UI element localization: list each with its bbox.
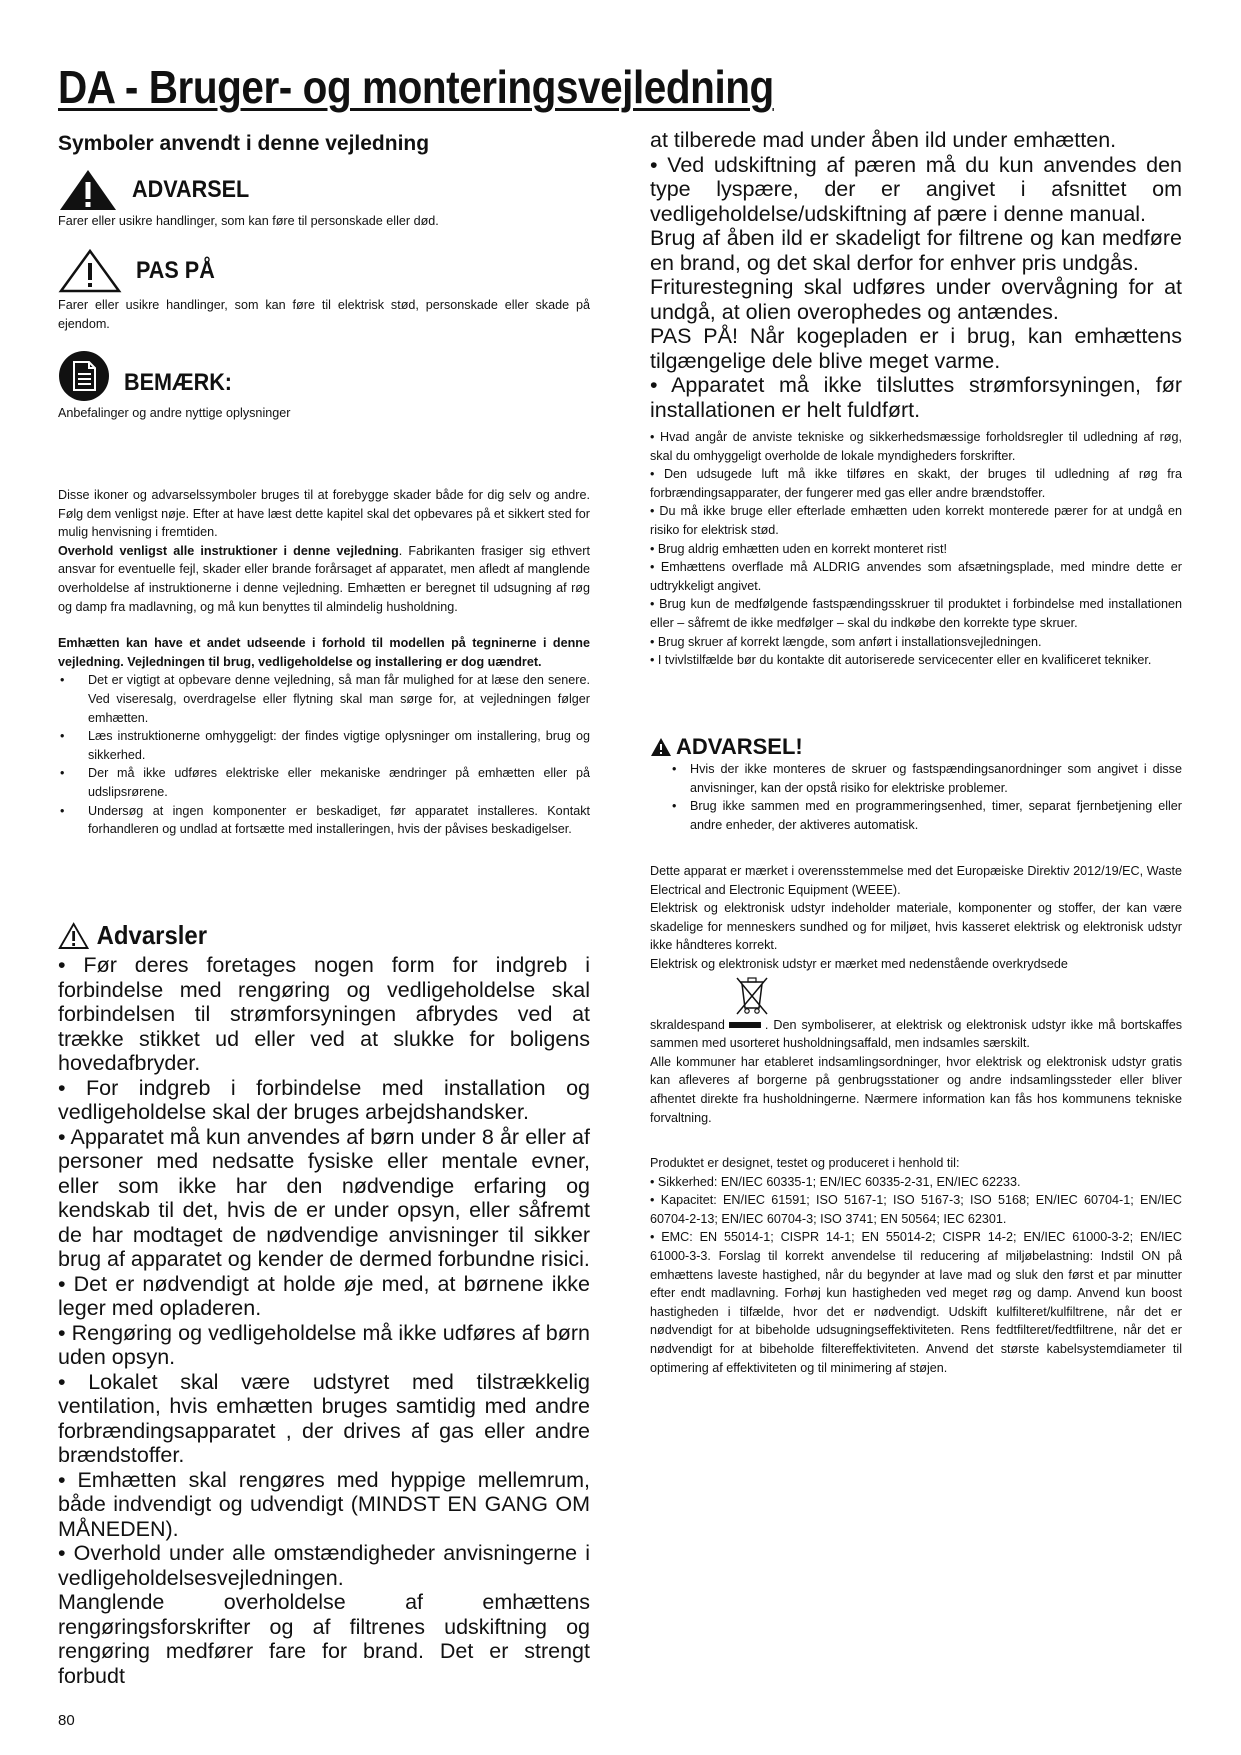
- advarsler-heading: [58, 920, 547, 951]
- weee-paragraph-2: Elektrisk og elektronisk udstyr indeholder materiale, komponenter og stoffer, der kan være skadelige for menneskers sundhed og for miljøet, hvis kasseret elektrisk og elektronisk udstyr ikke håndteres korrekt.: [650, 901, 1182, 953]
- intro-bullet: • Det er vigtigt at opbevare denne vejledning, så man får mulighed for at læse den senere. Ved viseresalg, overdragelse eller flytning skal man sørge for, at vejledningen følger emhætten.: [58, 671, 590, 727]
- advarsel-symbol: [58, 168, 590, 231]
- page-title: DA - Bruger- og monteringsvejledning: [58, 61, 774, 113]
- standards-paragraph-2: • Sikkerhed: EN/IEC 60335-1; EN/IEC 60335-2-31, EN/IEC 62233.: [650, 1174, 1021, 1189]
- right-big-paragraph: • Ved udskiftning af pæren må du kun anvendes den type lyspære, der er angivet i afsnittet om vedligeholdelse/udskiftning af pære i denne manual.: [650, 152, 1182, 226]
- advarsler-paragraph: • Emhætten skal rengøres med hyppige mellemrum, både indvendigt og udvendigt (MINDST EN GANG OM MÅNEDEN).: [58, 1467, 590, 1541]
- advarsel2-heading-text: ADVARSEL!: [676, 734, 803, 759]
- intro-bullet: • Undersøg at ingen komponenter er beskadiget, før apparatet installeres. Kontakt forhandleren og undlad at fortsætte med installeringen, hvis der påvises beskadigelser.: [58, 802, 590, 839]
- intro-paragraph-3: Emhætten kan have et andet udseende i forhold til modellen på tegninerne i denne vejledning. Vejledningen til brug, vedligeholdelse og installering er dog uændret.: [58, 636, 590, 669]
- advarsel2-bullet-list: [650, 760, 1182, 834]
- right-big-paragraph: at tilberede mad under åben ild under emhætten.: [650, 128, 1117, 152]
- paspaa-label: PAS PÅ: [136, 257, 215, 284]
- advarsler-paragraph: • Apparatet må kun anvendes af børn under 8 år eller af personer med nedsatte fysiske eller mentale evner, eller som ikke har den nødvendige erfaring og kendskab til det, hvis de er under opsyn, eller såfremt de har modtaget de nødvendige anvisninger til sikker brug af apparatet og kender de dermed forbundne risici.: [58, 1124, 590, 1271]
- advarsler-section: [58, 920, 590, 1688]
- right-small-notes: [650, 428, 1182, 670]
- intro-paragraph-2: [58, 542, 590, 616]
- advarsel-desc: Farer eller usikre handlinger, som kan føre til personskade eller død.: [58, 214, 439, 228]
- advarsler-paragraph: • Rengøring og vedligeholdelse må ikke udføres af børn uden opsyn.: [58, 1320, 590, 1369]
- intro-bullet: • Læs instruktionerne omhyggeligt: der findes vigtige oplysninger om installering, brug og sikkerhed.: [58, 727, 590, 764]
- standards-paragraph-3: • Kapacitet: EN/IEC 61591; ISO 5167-1; ISO 5167-3; ISO 5168; EN/IEC 60704-1; EN/IEC 60704-2-13; EN/IEC 60704-3; ISO 3741; EN 50564; IEC 62301.: [650, 1193, 1182, 1226]
- advarsel2-bullet: • Hvis der ikke monteres de skruer og fastspændingsanordninger som angivet i disse anvisninger, kan der opstå risiko for elektriske problemer.: [660, 760, 1182, 797]
- right-small-paragraph: • Den udsugede luft må ikke tilføres en skakt, der bruges til udledning af røg fra forbrændingsapparater, der fungerer med gas eller andre brændstoffer.: [650, 467, 1182, 500]
- crossed-out-bin-underline-bar: [729, 1022, 761, 1028]
- advarsler-heading-text: Advarsler: [96, 920, 208, 950]
- weee-paragraph-4a: skraldespand: [650, 1017, 725, 1032]
- weee-paragraph-3: Elektrisk og elektronisk udstyr er mærket med nedenstående overkrydsede: [650, 956, 1068, 971]
- symbols-heading: Symboler anvendt i denne vejledning: [58, 132, 430, 155]
- right-big-paragraph: Friturestegning skal udføres under overvågning for at undgå, at olien overophedes og antændes.: [650, 275, 1182, 324]
- right-small-paragraph: • I tvivlstilfælde bør du kontakte dit autoriserede servicecenter eller en kvalificeret tekniker.: [650, 653, 1152, 668]
- advarsler-paragraph: • Lokalet skal være udstyret med tilstrækkelig ventilation, hvis emhætten bruges samtidig med andre forbrændingsapparatet , der drives af gas eller andre brændstoffer.: [58, 1369, 590, 1467]
- intro-paragraph-2-rest: . Fabrikanten frasiger sig ethvert ansvar for eventuelle fejl, skader eller brande forårsaget af apparatet, men afledt af manglende overholdelse af instruktionerne i denne vejledning. Emhætten er beregnet til udsugning af røg og damp fra madlavning, og må kun benyttes til almindelig husholdning.: [58, 543, 591, 614]
- page-number: 80: [58, 1712, 75, 1729]
- warning-filled-icon: [58, 168, 118, 212]
- warning-outline-icon: [58, 248, 122, 294]
- intro-text: [58, 486, 590, 839]
- advarsler-paragraph: • Før deres foretages nogen form for indgreb i forbindelse med rengøring og vedligeholdelse skal forbindelsen til strømforsyningen afbrydes ved at trække stikket ud eller ved at slukke for boligens hovedafbryder.: [58, 953, 590, 1075]
- paspaa-symbol: [58, 248, 590, 333]
- intro-bullet-list: [58, 671, 590, 838]
- intro-paragraph-1: Disse ikoner og advarselssymboler bruges til at forebygge skader både for dig selv og andre. Følg dem venligst nøje. Efter at have læst dette kapitel skal det opbevares på et sikkert sted for mulig henvisning i fremtiden.: [58, 488, 590, 540]
- weee-paragraph-4: [650, 1016, 1182, 1053]
- right-small-paragraph: • Brug kun de medfølgende fastspændingsskruer til produktet i forbindelse med installationen eller – såfremt de ikke medfølger – skal du indkøbe den korrekte type skruer.: [650, 597, 1182, 630]
- weee-paragraph-1: Dette apparat er mærket i overensstemmelse med det Europæiske Direktiv 2012/19/EC, Waste Electrical and Electronic Equipment (WEEE).: [650, 864, 1182, 897]
- bemaerk-symbol: [58, 350, 590, 423]
- paspaa-desc: Farer eller usikre handlinger, som kan føre til elektrisk stød, personskade eller skade på ejendom.: [58, 298, 590, 331]
- right-small-paragraph: • Brug aldrig emhætten uden en korrekt monteret rist!: [650, 541, 948, 556]
- warning-outline-icon: [58, 922, 89, 950]
- advarsler-paragraph: • For indgreb i forbindelse med installation og vedligeholdelse skal der bruges arbejdshandsker.: [58, 1075, 590, 1124]
- right-small-paragraph: • Hvad angår de anviste tekniske og sikkerhedsmæssige forholdsregler til udledning af røg, skal du omhyggeligt overholde de lokale myndigheders forskrifter.: [650, 430, 1182, 463]
- warning-filled-icon: [650, 737, 672, 757]
- note-document-icon: [58, 350, 110, 402]
- right-small-paragraph: • Emhættens overflade må ALDRIG anvendes som afsætningsplade, med mindre dette er udtrykkeligt angivet.: [650, 560, 1182, 593]
- right-warnings-continued: [650, 128, 1182, 422]
- bemaerk-desc: Anbefalinger og andre nyttige oplysninger: [58, 406, 291, 420]
- weee-section: [650, 862, 1182, 1127]
- advarsel2-heading: [650, 734, 1182, 760]
- crossed-out-bin-icon: [734, 974, 770, 1016]
- advarsler-paragraph: Manglende overholdelse af emhættens rengøringsforskrifter og af filtrenes udskiftning og rengøring medfører fare for brand. Det er strengt forbudt: [58, 1590, 590, 1688]
- weee-paragraph-5: Alle kommuner har etableret indsamlingsordninger, hvor elektrisk og elektronisk udstyr gratis kan afleveres af borgerne på genbrugsstationer og andre indsamlingssteder eller bliver afhentet direkte fra husholdningerne. Nærmere information kan fås hos kommunens tekniske forvaltning.: [650, 1054, 1182, 1125]
- standards-paragraph-4: • EMC: EN 55014-1; CISPR 14-1; EN 55014-2; CISPR 14-2; EN/IEC 61000-3-2; EN/IEC 61000-3-3. Forslag til korrekt anvendelse til reducering af miljøbelastning: Indstil ON på emhættens laveste hastighed, når du begynder at lave mad og sluk den først et par minutter efter endt madlavning. Forhøj kun hastigheden ved meget røg og damp. Anvend kun boost hastigheden i tilfælde, hvor det er nødvendigt. Udskift kulfilteret/kulfiltrene, når det er nødvendigt for at bibeholde udsugningseffektiviteten. Rens fedtfilteret/fedtfiltrene, når det er nødvendigt for at bibeholde filtereffektiviteten. Anvend det største kabelsystemdiameter til optimering af effektiviteten og til minimering af støjen.: [650, 1230, 1182, 1375]
- advarsler-paragraph: • Det er nødvendigt at holde øje med, at børnene ikke leger med opladeren.: [58, 1271, 590, 1320]
- intro-paragraph-2-bold: Overhold venligst alle instruktioner i denne vejledning: [58, 543, 399, 558]
- weee-paragraph-4b: . Den symboliserer, at elektrisk og elektronisk udstyr ikke må bortskaffes sammen med usorteret husholdningsaffald, men indsamles særskilt.: [650, 1017, 1182, 1051]
- advarsel-label: ADVARSEL: [132, 176, 250, 203]
- right-small-paragraph: • Du må ikke bruge eller efterlade emhætten uden korrekt monterede pærer for at undgå en risiko for elektrisk stød.: [650, 504, 1182, 537]
- standards-paragraph-1: Produktet er designet, testet og produceret i henhold til:: [650, 1156, 960, 1170]
- bemaerk-label: BEMÆRK:: [124, 369, 232, 396]
- standards-section: [650, 1154, 1182, 1377]
- intro-bullet: • Der må ikke udføres elektriske eller mekaniske ændringer på emhætten eller på udslipsrørene.: [58, 764, 590, 801]
- advarsel2-bullet: • Brug ikke sammen med en programmeringsenhed, timer, separat fjernbetjening eller andre enheder, der aktiveres automatisk.: [660, 797, 1182, 834]
- advarsler-paragraph: • Overhold under alle omstændigheder anvisningerne i vedligeholdelsesvejledningen.: [58, 1541, 590, 1590]
- right-big-paragraph: • Apparatet må ikke tilsluttes strømforsyningen, før installationen er helt fuldført.: [650, 373, 1182, 422]
- right-big-paragraph: Brug af åben ild er skadeligt for filtrene og kan medføre en brand, og det skal derfor for enhver pris undgås.: [650, 226, 1182, 275]
- right-small-paragraph: • Brug skruer af korrekt længde, som anført i installationsvejledningen.: [650, 634, 1042, 649]
- advarsler-text: [58, 953, 590, 1688]
- weee-bin-row: [650, 974, 1182, 1016]
- right-big-paragraph: PAS PÅ! Når kogepladen er i brug, kan emhættens tilgængelige dele blive meget varme.: [650, 324, 1182, 373]
- advarsel2-section: [650, 734, 1182, 834]
